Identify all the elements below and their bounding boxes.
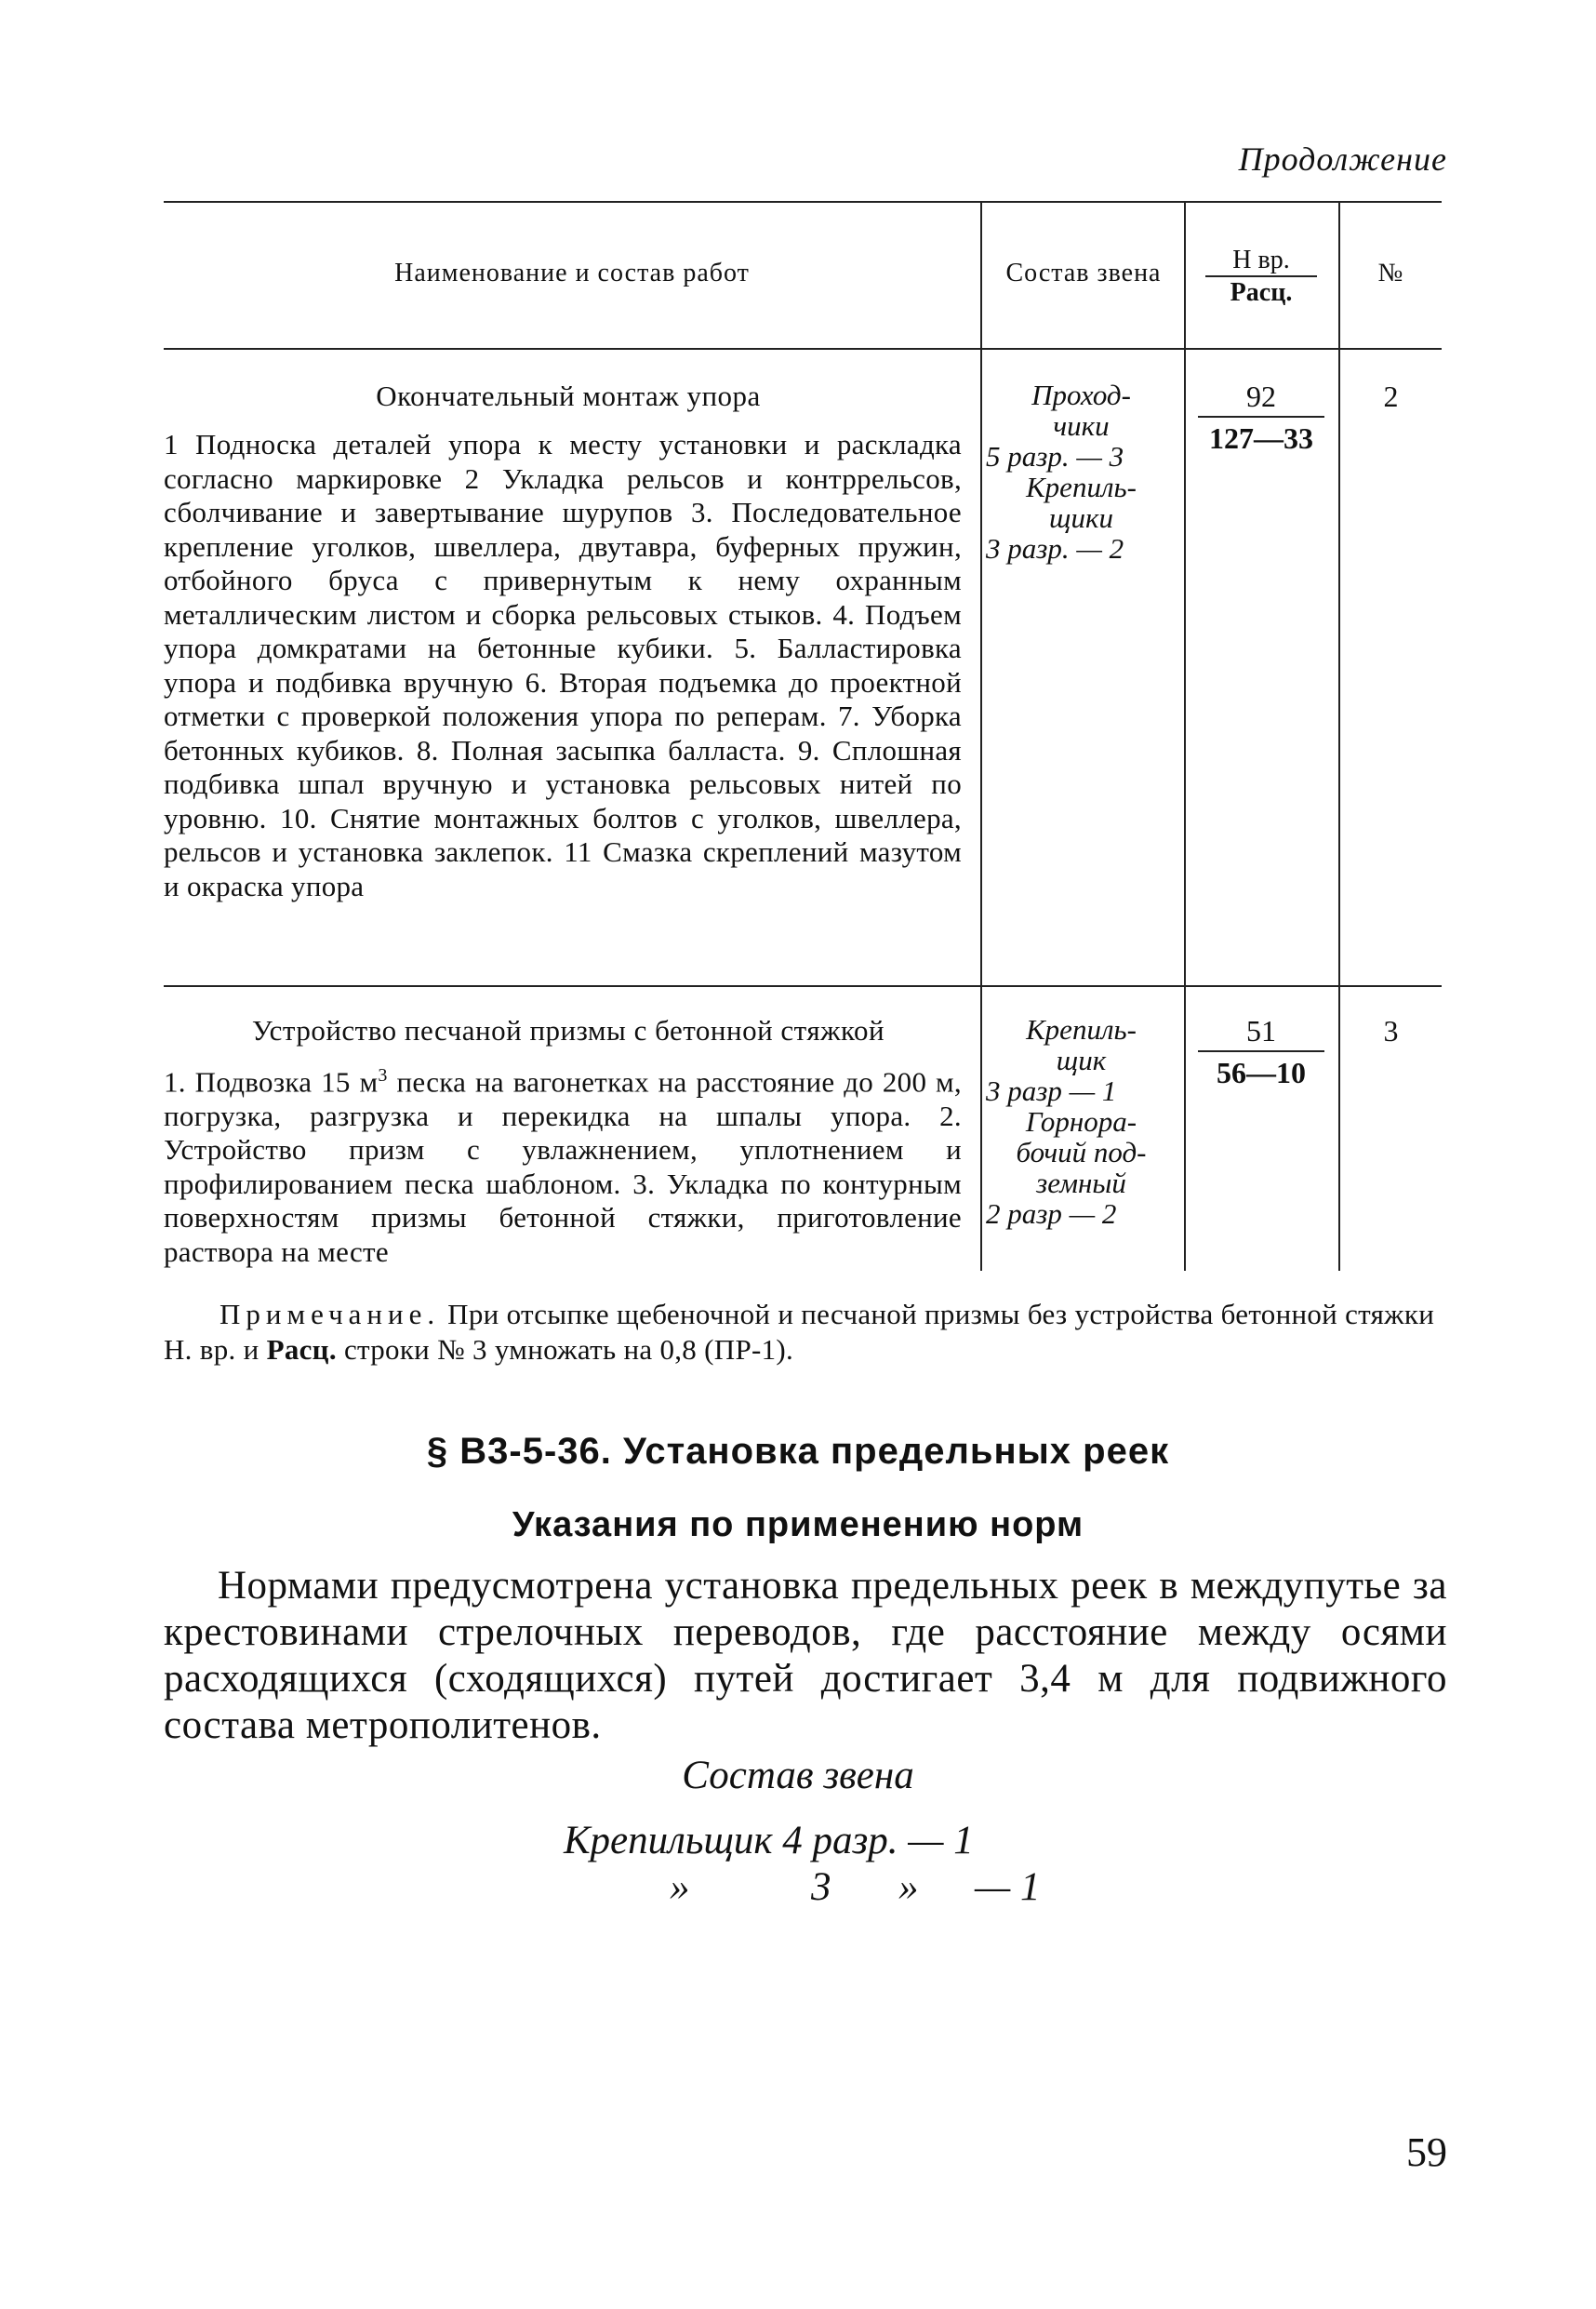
- crew-line: 3 разр. — 2: [986, 532, 1124, 565]
- note-label: Примечание.: [219, 1298, 441, 1330]
- crew-line: щик: [1056, 1044, 1107, 1076]
- header-rate: Расц.: [1230, 278, 1293, 307]
- row-title: Окончательный монтаж упора: [376, 380, 761, 412]
- ditto-mark: »: [670, 1865, 690, 1909]
- rate-value: 127—33: [1209, 421, 1313, 455]
- header-work: Наименование и состав работ: [394, 259, 750, 287]
- header-norm: [1205, 247, 1317, 306]
- count-value: — 1: [975, 1865, 1041, 1909]
- col-divider-2: [1184, 201, 1186, 1271]
- rate-value: 56—10: [1217, 1056, 1306, 1089]
- note-text: При отсыпке щебеночной и песчаной призмы без устройства бетонной стяжки Н. вр. и: [164, 1298, 1435, 1366]
- row-crew: [986, 380, 1177, 564]
- crew-line: земный: [1036, 1167, 1126, 1199]
- header-norm-time: Н вр.: [1205, 247, 1317, 277]
- crew-line: 2 разр — 2: [986, 1197, 1117, 1230]
- page-number: 59: [1406, 2129, 1447, 2175]
- superscript: 3: [378, 1065, 388, 1086]
- composition-title: Состав звена: [682, 1754, 914, 1797]
- description-text: песка на вагонетках на расстояние до 200 м, погрузка, разгрузка и перекидка на шпалы упора. 2. Устройство призм с увлажнением, уплотнением и профилированием песка шаблоном. 3. Укладка по контурным поверхностям призмы бетонной стяжки, приготовление раствора на месте: [164, 1065, 962, 1268]
- grade-value: 3: [811, 1865, 831, 1909]
- subsection-title: Указания по применению норм: [512, 1505, 1084, 1544]
- norm-time-value: 51: [1198, 1014, 1324, 1052]
- crew-line: бочий под-: [1016, 1136, 1147, 1168]
- table-note: [164, 1297, 1447, 1368]
- note-text: строки № 3 умножать на 0,8 (ПР-1).: [336, 1333, 794, 1366]
- crew-line: чики: [1053, 409, 1110, 442]
- crew-line: 5 разр. — 3: [986, 440, 1124, 473]
- note-bold-word: Расц.: [266, 1333, 337, 1366]
- row-norm: [1198, 380, 1324, 456]
- header-number: №: [1377, 259, 1404, 287]
- crew-line: 3 разр — 1: [986, 1074, 1117, 1107]
- table-top-rule: [164, 201, 1442, 203]
- section-title: § В3-5-36. Установка предельных реек: [426, 1431, 1170, 1472]
- row-number: 3: [1383, 1014, 1399, 1048]
- row-description: 1 Подноска деталей упора к месту установки и раскладка согласно маркировке 2 Укладка рельсов и контррельсов, сболчивание и завертывание шурупов 3. Последовательное крепление уголков, швеллера, двутавра, буферных пружин, отбойного бруса с привернутым к нему охранным металлическим листом и сборка рельсовых стыков. 4. Подъем упора домкратами на бетонные кубики. 5. Балластировка упора и подбивка вручную 6. Вторая подъемка до проектной отметки с проверкой положения упора по реперам. 7. Уборка бетонных кубиков. 8. Полная засыпка балласта. 9. Сплошная подбивка шпал вручную и установка рельсовых нитей по уровню. 10. Снятие монтажных болтов с уголков, швеллера, рельсов и установка заклепок. 11 Смазка скреплений мазутом и окраска упора: [164, 428, 962, 902]
- crew-line: Проход-: [1031, 379, 1131, 411]
- description-text: 1. Подвозка 15 м: [164, 1065, 379, 1099]
- row-number: 2: [1383, 380, 1399, 413]
- header-bottom-rule: [164, 348, 1442, 350]
- norm-time-value: 92: [1198, 380, 1324, 418]
- header-crew: Состав звена: [1005, 259, 1162, 287]
- crew-line: Крепиль-: [1026, 471, 1137, 503]
- row-title: Устройство песчаной призмы с бетонной стяжкой: [251, 1014, 885, 1047]
- crew-line: щики: [1049, 501, 1113, 534]
- row-divider: [164, 985, 1442, 987]
- row-description: [164, 1059, 962, 1269]
- instructions-paragraph: Нормами предусмотрена установка предельных реек в междупутье за крестовинами стрелочных переводов, где расстояние между осями расходящихся (сходящихся) путей достигает 3,4 м для подвижного состава метрополитенов.: [164, 1564, 1447, 1747]
- col-divider-3: [1338, 201, 1340, 1271]
- ditto-mark: »: [898, 1865, 919, 1909]
- row-crew: [986, 1014, 1177, 1229]
- row-norm: [1198, 1014, 1324, 1090]
- composition-line-1: Крепильщик 4 разр. — 1: [564, 1819, 974, 1862]
- crew-line: Крепиль-: [1026, 1013, 1137, 1046]
- col-divider-1: [980, 201, 982, 1271]
- crew-line: Горнора-: [1025, 1105, 1137, 1138]
- continuation-label: Продолжение: [1238, 140, 1447, 178]
